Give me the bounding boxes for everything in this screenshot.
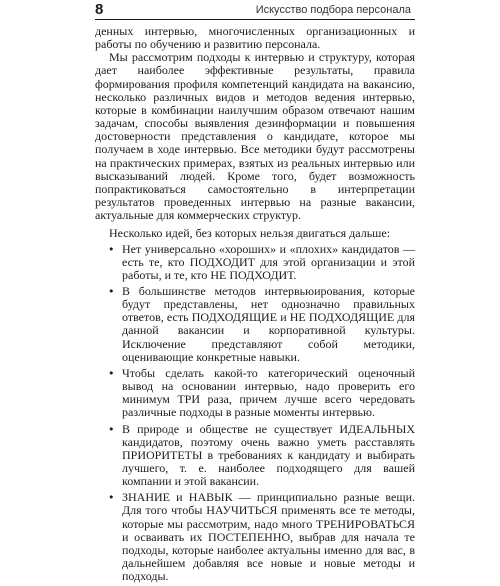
list-item-text: ЗНАНИЕ и НАВЫК — принципиально разные вещи. Для того чтобы НАУЧИТЬСЯ применять все те методы, которые мы рассмотрим, надо много ТРЕНИРОВАТЬСЯ и осваивать их ПОСТЕПЕННО, выбрав для начала те подходы, которые наиболее актуальны именно для вас, в дальнейшем добавляя все новые и новые методы и подходы. bbox=[122, 490, 415, 584]
body-text bbox=[95, 25, 415, 586]
bullet-icon: • bbox=[108, 242, 115, 256]
list-item-text: В большинстве методов интервьюирования, которые будут представлены, нет однозначно правильных ответов, есть ПОДХОДЯЩИЕ и НЕ ПОДХОДЯЩИЕ для данной вакансии и корпоративной культуры. Исключение представляют собой методики, оценивающие конкретные навыки. bbox=[122, 283, 415, 364]
bullet-list bbox=[95, 243, 415, 584]
list-item bbox=[95, 285, 415, 364]
list-item bbox=[95, 243, 415, 282]
bullet-icon: • bbox=[108, 366, 115, 380]
list-item-text: Нет универсально «хороших» и «плохих» кандидатов — есть те, кто ПОДХОДИТ для этой организации и этой работы, и те, кто НЕ ПОДХОДИТ. bbox=[122, 241, 415, 282]
bullet-icon: • bbox=[108, 284, 115, 298]
continuation-paragraph: денных интервью, многочисленных организационных и работы по обучению и развитию персонала. bbox=[95, 24, 415, 52]
paragraph: Мы рассмотрим подходы к интервью и структуру, которая дает наиболее эффективные результаты, правила формирования профиля компетенций кандидата на вакансию, несколько различных видов и методов ведения интервью, которые в комбинации наилучшим образом отвечают нашим задачам, способы выявления дезинформации и повышения достоверности представления о кандидате, которое мы получаем в ходе интервью. Все методики будут рассмотрены на практических примерах, взятых из реальных интервью или высказываний людей. Кроме того, будет возможность попрактиковаться самостоятельно в интерпретации результатов проведенных интервью на разные вакансии, актуальные для коммерческих структур. bbox=[95, 50, 415, 223]
book-page bbox=[95, 0, 415, 584]
page-number: 8 bbox=[95, 1, 104, 18]
bullet-icon: • bbox=[108, 491, 115, 505]
list-item bbox=[95, 491, 415, 583]
list-intro: Несколько идей, без которых нельзя двигаться дальше: bbox=[109, 226, 391, 241]
list-item bbox=[95, 367, 415, 420]
list-item bbox=[95, 423, 415, 489]
list-item-text: В природе и обществе не существует ИДЕАЛЬНЫХ кандидатов, поэтому очень важно уметь расставлять ПРИОРИТЕТЫ в требованиях к кандидату и выбирать лучшего, т. е. наиболее подходящего для вашей компании и этой вакансии. bbox=[122, 421, 415, 489]
running-header bbox=[95, 0, 415, 20]
bullet-icon: • bbox=[108, 422, 115, 436]
list-item-text: Чтобы сделать какой-то категорический оценочный вывод на основании интервью, надо проверить его минимум ТРИ раза, причем лучше всего чередовать различные подходы в разные моменты интервью. bbox=[122, 365, 415, 420]
running-title: Искусство подбора персонала bbox=[255, 4, 411, 16]
